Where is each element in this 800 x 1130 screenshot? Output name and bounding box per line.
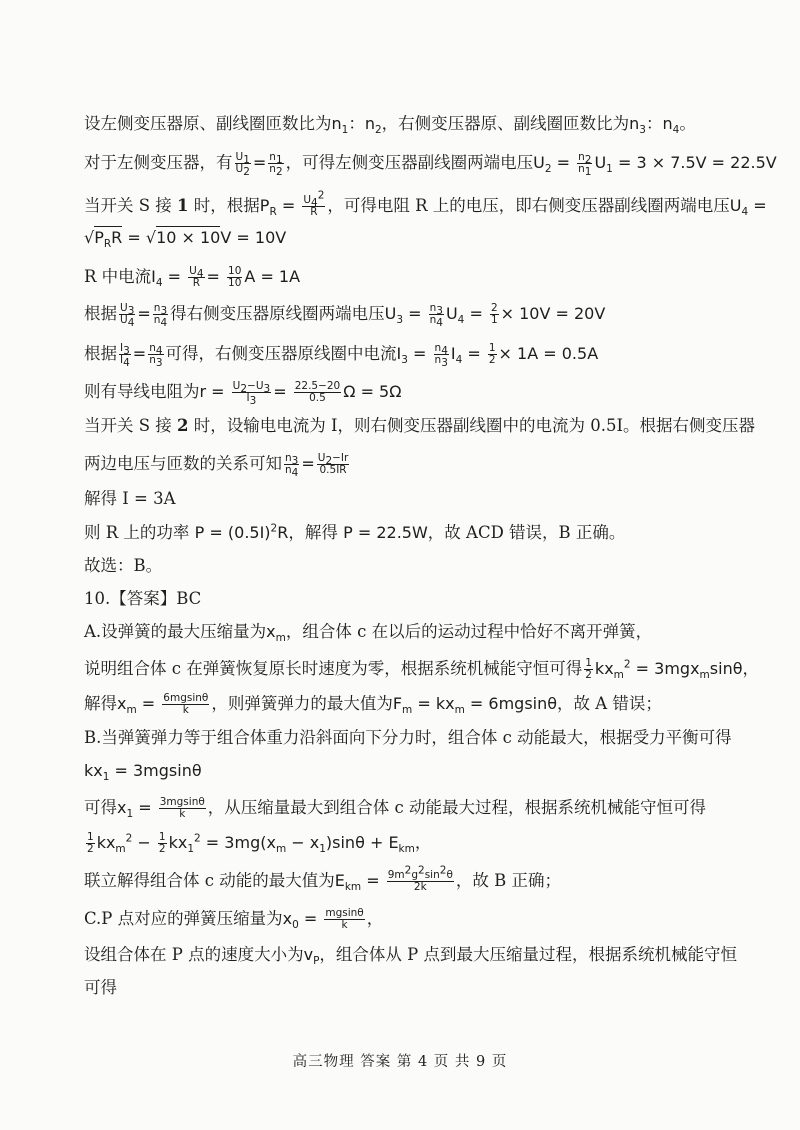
text-line: 设左侧变压器原、副线圈匝数比为$n_1$：$n_2$，右侧变压器原、副线圈匝数比为$n_3$：$n_4$。	[84, 114, 696, 137]
text-line: 则有导线电阻为r = $\frac{U_2-U_3}{I_3}$ = $\frac{22.5-20}{0.5}$ Ω = 5Ω	[84, 380, 402, 408]
text-line: 故选：B。	[84, 556, 163, 575]
answer-heading: 10.【答案】BC	[84, 589, 202, 608]
text-line: $kx_1 = 3mgsin\theta$	[84, 761, 202, 784]
text-line: B.当弹簧弹力等于组合体重力沿斜面向下分力时，组合体 c 动能最大，根据受力平衡可得	[84, 728, 732, 747]
text-line: $√P_RR = √10 \times 10V = 10V$	[84, 228, 287, 251]
text-line: 当开关 S 接 1 时，根据$P_R$ = $\frac{U_4^2}{R}$ ，可得电阻 R 上的电压，即右侧变压器副线圈两端电压$U_4$ =	[84, 189, 767, 219]
text-line: A.设弹簧的最大压缩量为$x_m$，组合体 c 在以后的运动过程中恰好不离开弹簧，	[84, 622, 653, 645]
text-line: 则 R 上的功率 $P = (0.5I)^2R$，解得 P = 22.5W，故 ACD 错误，B 正确。	[84, 522, 626, 542]
page-footer: 高三物理 答案 第 4 页 共 9 页	[292, 1054, 508, 1070]
text-line: 根据 $\frac{I_3}{I_4}$ = $\frac{n_4}{n_3}$ 可得，右侧变压器原线圈中电流$I_3$ = $\frac{n_4}{n_3}$ $I_4$ = $\frac{1}{2}$ × 1A = 0.5A	[84, 342, 599, 370]
text-line: 根据 $\frac{U_3}{U_4}$ = $\frac{n_3}{n_4}$ 得右侧变压器原线圈两端电压$U_3$ = $\frac{n_3}{n_4}$ $U_4$ = $\frac{2}{1}$ × 10V = 20V	[84, 302, 606, 330]
text-line: 当开关 S 接 2 时，设输电电流为 I，则右侧变压器副线圈中的电流为 0.5I。根据右侧变压器	[84, 416, 756, 435]
text-line: 说明组合体 c 在弹簧恢复原长时速度为零，根据系统机械能守恒可得 $\frac{1}{2}$ $kx_m^2 = 3mgx_m\sin\theta$，	[84, 657, 759, 682]
text-line: C.P 点对应的弹簧压缩量为$x_0$ = $\frac{mgsin\theta}{k}$ ，	[84, 907, 384, 932]
text-line: 设组合体在 P 点的速度大小为$v_P$，组合体从 P 点到最大压缩量过程，根据系统机械能守恒	[84, 945, 737, 968]
text-line: 可得$x_1$ = $\frac{3mgsin\theta}{k}$ ，从压缩量最大到组合体 c 动能最大过程，根据系统机械能守恒可得	[84, 796, 707, 821]
text-line: 解得$x_m$ = $\frac{6mgsin\theta}{k}$ ，则弹簧弹力的最大值为$F_m = kx_m = 6mgsin\theta$，故 A 错误；	[84, 692, 662, 717]
text-line: $\frac{1}{2}$ $kx_m^2$ − $\frac{1}{2}$ $kx_1^2 = 3mg(x_m - x_1)\sin\theta + E_{km}$，	[87, 831, 432, 856]
text-line: R 中电流$I_4$ = $\frac{U_4}{R}$ = $\frac{10}{10}$ A = 1A	[84, 265, 301, 290]
text-line: 对于左侧变压器，有 $\frac{U_1}{U_2}$ = $\frac{n_1}{n_2}$ ，可得左侧变压器副线圈两端电压$U_2$ = $\frac{n_2}{n_1}$ $U_1 = 3 \times 7.5V = 22.5V$	[84, 151, 777, 179]
text-line: 两边电压与匝数的关系可知 $\frac{n_3}{n_4}$ = $\frac{U_2-Ir}{0.5IR}$	[84, 452, 349, 480]
text-line: 联立解得组合体 c 动能的最大值为$E_{km}$ = $\frac{9m^2g^2\sin^2\theta}{2k}$ ，故 B 正确；	[84, 864, 561, 894]
text-line: 解得 I = 3A	[84, 489, 176, 508]
text-line: 可得	[84, 978, 117, 997]
